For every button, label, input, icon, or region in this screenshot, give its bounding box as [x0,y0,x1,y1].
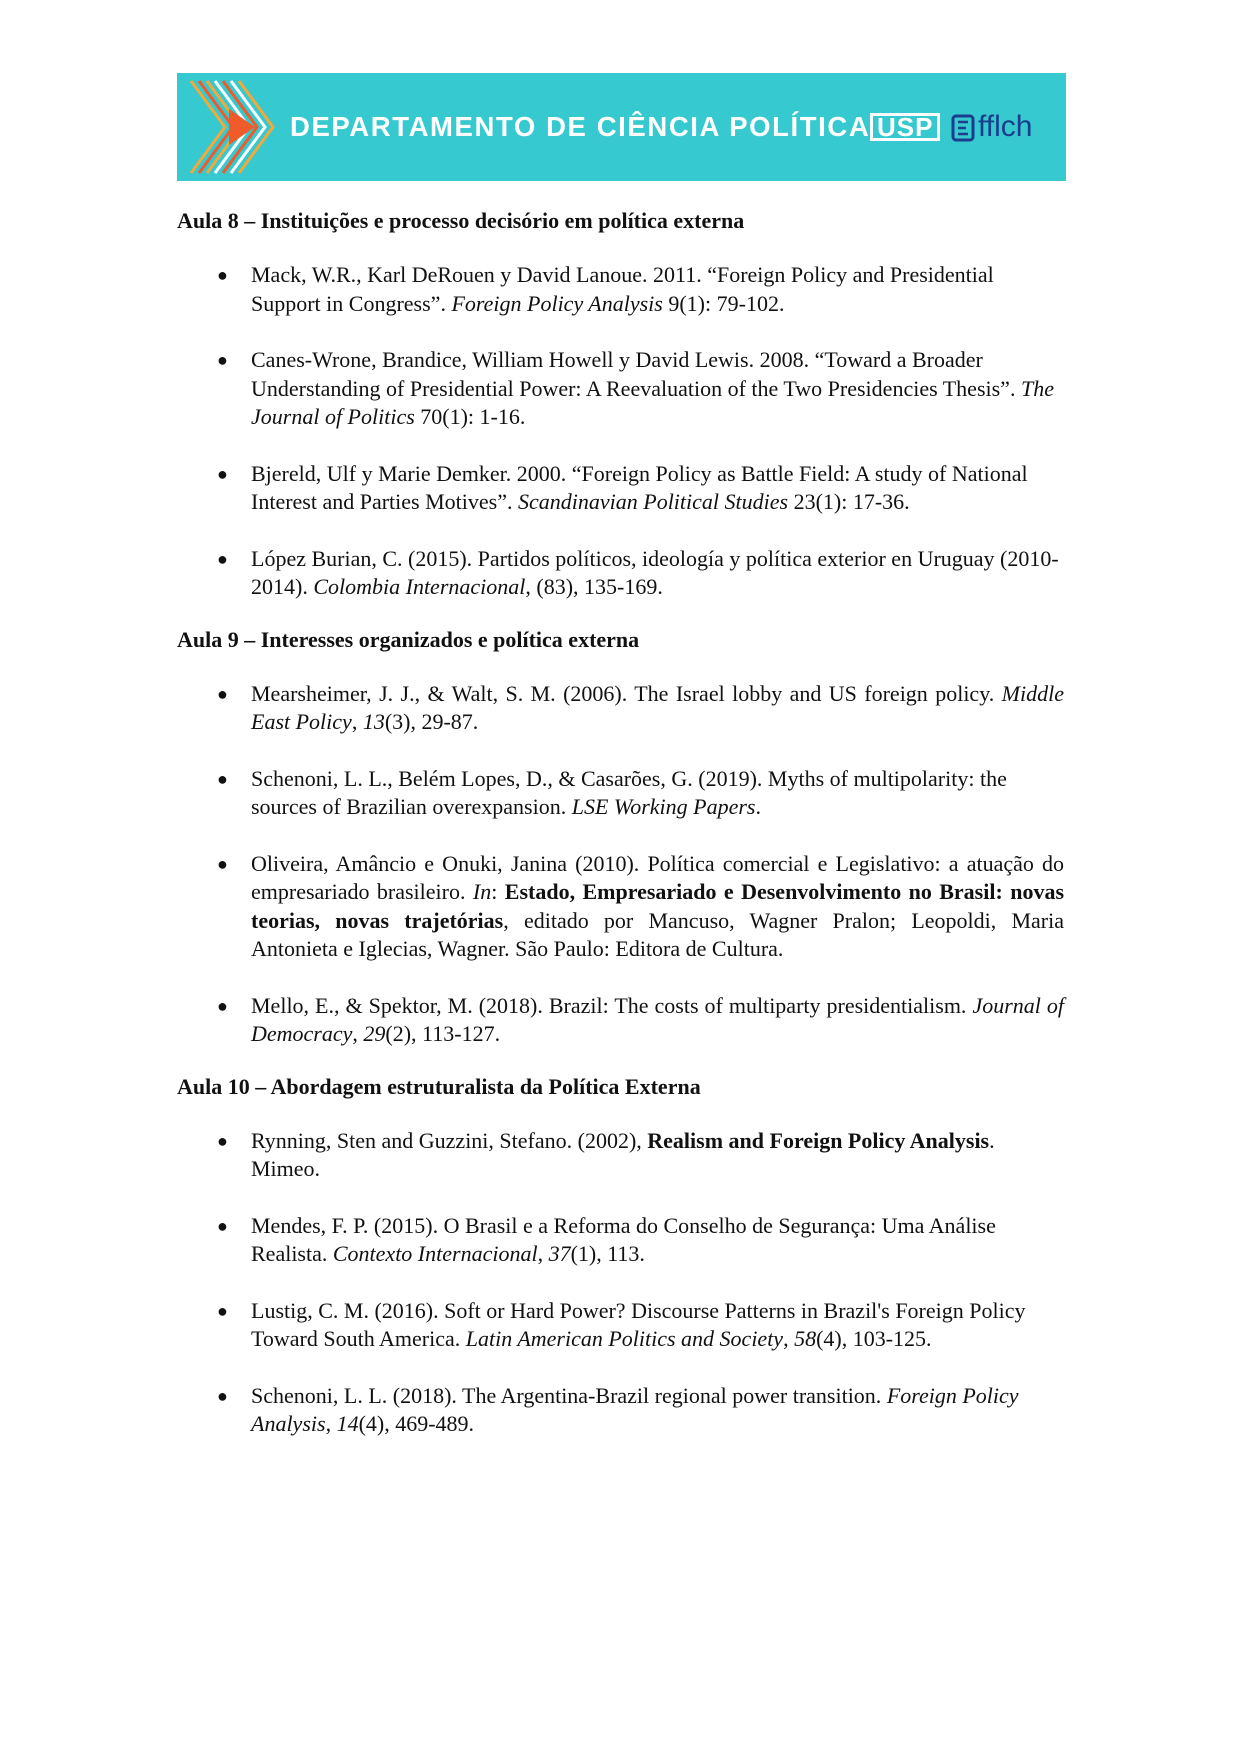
bullet-icon: ● [217,350,228,370]
bullet-icon: ● [217,265,228,285]
list-item: ● Bjereld, Ulf y Marie Demker. 2000. “Foreign Policy as Battle Field: A study of National Interest and Parties Motives”. Scandinavian Political Studies 23(1): 17-36. [217,460,1028,514]
section-heading-aula-8: Aula 8 – Instituições e processo decisório em política externa [177,208,745,233]
list-item: ● Schenoni, L. L. (2018). The Argentina-Brazil regional power transition. Foreign Policy Analysis, 14(4), 469-489. [217,1382,1019,1436]
list-item: ● Rynning, Sten and Guzzini, Stefano. (2002), Realism and Foreign Policy Analysis. Mimeo. [217,1127,995,1181]
fflch-mark-icon [951,114,975,142]
bullet-icon: ● [217,1215,228,1236]
list-item: ● Canes-Wrone, Brandice, William Howell y David Lewis. 2008. “Toward a Broader Understanding of Presidential Power: A Reevaluation of the Two Presidencies Thesis”. The Journal of Politics 70(1): 1-16. [217,347,1054,429]
list-item: ● Mello, E., & Spektor, M. (2018). Brazil: The costs of multiparty presidentialism. Journal of Democracy, 29(2), 113-127. [217,992,1064,1046]
reference-list [177,261,1064,602]
list-item: ● López Burian, C. (2015). Partidos políticos, ideología y política exterior en Uruguay (2010-2014). Colombia Internacional, (83), 135-169. [217,545,1059,599]
department-title: DEPARTAMENTO DE CIÊNCIA POLÍTICA [290,111,871,142]
chevron-stripes-logo [185,79,277,175]
department-banner [177,73,1066,181]
bullet-icon: ● [217,1385,228,1406]
reference-list [177,1127,1064,1439]
reading-list [177,205,1064,1439]
section-heading-aula-10: Aula 10 – Abordagem estruturalista da Política Externa [177,1073,701,1099]
section-heading-aula-9: Aula 9 – Interesses organizados e política externa [177,626,640,652]
bullet-icon: ● [217,768,228,789]
list-item: ● Mearsheimer, J. J., & Walt, S. M. (2006). The Israel lobby and US foreign policy. Middle East Policy, 13(3), 29-87. [217,680,1064,734]
list-item: ● Mendes, F. P. (2015). O Brasil e a Reforma do Conselho de Segurança: Uma Análise Realista. Contexto Internacional, 37(1), 113. [217,1212,996,1266]
reference-list [177,680,1064,1049]
bullet-icon: ● [217,683,228,704]
bullet-icon: ● [217,853,228,874]
list-item: ● Lustig, C. M. (2016). Soft or Hard Power? Discourse Patterns in Brazil's Foreign Policy Toward South America. Latin American Politics and Society, 58(4), 103-125. [217,1297,1026,1351]
bullet-icon: ● [217,548,228,569]
fflch-logo: fflch [951,105,1032,149]
usp-logo: USP [870,112,940,142]
list-item: ● Schenoni, L. L., Belém Lopes, D., & Casarões, G. (2019). Myths of multipolarity: the sources of Brazilian overexpansion. LSE Working Papers. [217,765,1007,819]
bullet-icon: ● [217,463,228,484]
list-item: ● Oliveira, Amâncio e Onuki, Janina (2010). Política comercial e Legislativo: a atuação do empresariado brasileiro. In: Estado, Empresariado e Desenvolvimento no Brasil: novas teorias, novas trajetórias, editado por Mancuso, Wagner Pralon; Leopoldi, Maria Antonieta e Iglecias, Wagner. São Paulo: Editora de Cultura. [217,850,1065,961]
bullet-icon: ● [217,1130,228,1151]
bullet-icon: ● [217,1300,228,1321]
list-item: ● Mack, W.R., Karl DeRouen y David Lanoue. 2011. “Foreign Policy and Presidential Support in Congress”. Foreign Policy Analysis 9(1): 79-102. [217,262,994,316]
bullet-icon: ● [217,995,228,1016]
